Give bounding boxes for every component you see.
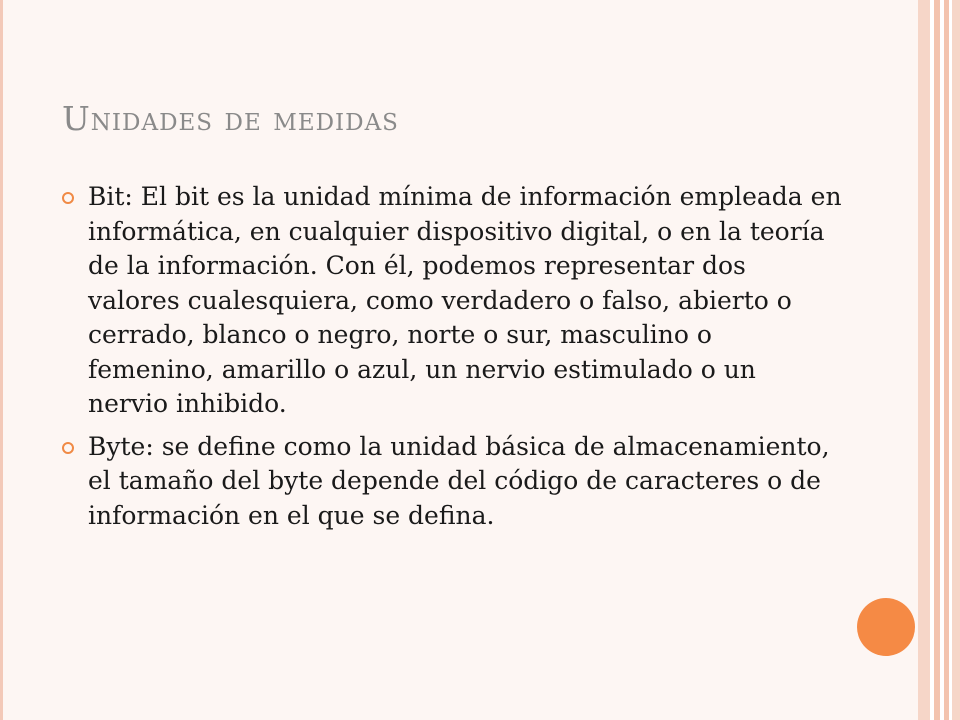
- bullet-item-byte: [62, 430, 842, 534]
- bullet-list: [62, 180, 842, 541]
- bullet-text: Byte: se define como la unidad básica de almacenamiento, el tamaño del byte depende del código de caracteres o de información en el que se defina.: [88, 431, 830, 530]
- stripe: [918, 0, 930, 720]
- bullet-text: Bit: El bit es la unidad mínima de información empleada en informática, en cualquier dispositivo digital, o en la teoría de la información. Con él, podemos representar dos valores cualesquiera, como verdadero o falso, abierto o cerrado, blanco o negro, norte o sur, masculino o femenino, amarillo o azul, un nervio estimulado o un nervio inhibido.: [88, 182, 842, 418]
- orange-circle-decoration: [857, 598, 915, 656]
- decorative-side-stripes: [918, 0, 960, 720]
- stripe: [952, 0, 960, 720]
- hollow-circle-bullet-icon: [62, 192, 74, 204]
- hollow-circle-bullet-icon: [62, 442, 74, 454]
- slide-title: Unidades de medidas: [62, 99, 399, 138]
- bullet-item-bit: [62, 180, 842, 422]
